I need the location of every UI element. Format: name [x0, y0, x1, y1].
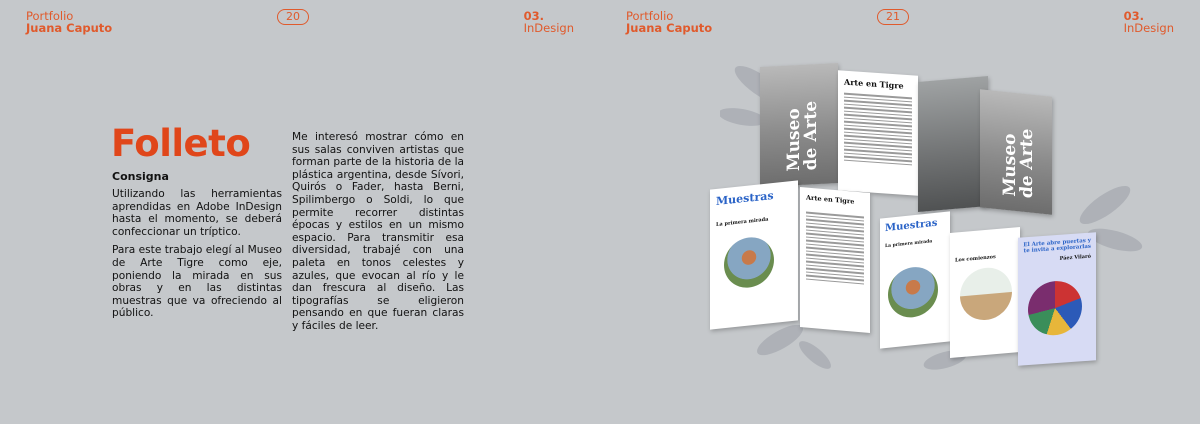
comienzos-heading: Los comienzos: [955, 254, 996, 264]
cover-title: Museo de Arte: [784, 100, 821, 172]
building-photo-panel: [918, 76, 988, 212]
portfolio-label: Portfolio: [626, 9, 674, 23]
primera-mirada-heading: La primera mirada: [885, 239, 933, 250]
muestras-heading: Muestras: [885, 217, 938, 235]
comienzos-panel: [950, 227, 1020, 358]
author-name: Juana Caputo: [626, 21, 713, 35]
subtitle: Consigna: [112, 170, 169, 183]
muestras-heading: Muestras: [716, 188, 774, 208]
arte-abre-heading: El Arte abre puertas y te invita a explorarlas: [1023, 237, 1091, 255]
portfolio-label: Portfolio: [26, 9, 74, 23]
arte-panel: [800, 187, 870, 333]
text-lines: [806, 211, 864, 284]
header-portfolio-left: [26, 10, 112, 34]
arte-en-tigre-heading: Arte en Tigre: [844, 76, 904, 91]
section-number: 03.: [523, 9, 544, 23]
page-number: 21: [877, 9, 909, 25]
body-column-1: [112, 188, 282, 326]
paragraph: Utilizando las herramientas aprendidas en Adobe InDesign hasta el momento, se deberá confeccionar un tríptico.: [112, 188, 282, 238]
paragraph: Me interesó mostrar cómo en sus salas conviven artistas que forman parte de la historia de la plástica argentina, desde Sívori, Quirós o Fader, hasta Berni, Spilimbergo o Soldi, lo que permite recorrer distintas épocas y estilos en un mismo espacio. Para transmitir esa diversidad, trabajé con una paleta en tonos celestes y azules, que evocan al río y le dan frescura al diseño. Las tipografías se eligieron pensando en que fueran claras y fáciles de leer.: [292, 131, 464, 332]
painting-circle: [888, 265, 938, 320]
body-column-2: [292, 131, 464, 339]
author-name: Juana Caputo: [26, 21, 113, 35]
paez-vilaro-heading: Páez Vilaró: [1059, 253, 1091, 262]
page-number: 20: [277, 9, 309, 25]
colorful-painting-circle: [1028, 279, 1082, 337]
section-number: 03.: [1123, 9, 1144, 23]
paragraph: Para este trabajo elegí al Museo de Arte Tigre como eje, poniendo la mirada en sus obras y en las distintas muestras que va ofreciendo al público.: [112, 244, 282, 320]
section-name: InDesign: [523, 21, 574, 35]
header-portfolio-right: [626, 10, 712, 34]
muestras-panel: [710, 180, 798, 329]
back-cover-title: Museo de Arte: [1000, 127, 1037, 200]
inner-text-panel: [838, 70, 918, 196]
landscape-circle: [960, 266, 1012, 323]
arte-en-tigre-heading: Arte en Tigre: [806, 193, 855, 206]
header-section-left: [524, 10, 574, 34]
cta-panel: [1018, 232, 1096, 365]
primera-mirada-heading: La primera mirada: [716, 216, 769, 228]
section-name: InDesign: [1123, 21, 1174, 35]
painting-circle: [724, 235, 774, 290]
cover-panel: [760, 63, 838, 187]
page-title: Folleto: [111, 122, 251, 165]
text-lines: [844, 93, 912, 166]
muestras-panel-2: [880, 211, 950, 348]
brochure-mockup: [716, 55, 1160, 375]
back-cover-panel: [980, 89, 1052, 215]
header-section-right: [1124, 10, 1174, 34]
